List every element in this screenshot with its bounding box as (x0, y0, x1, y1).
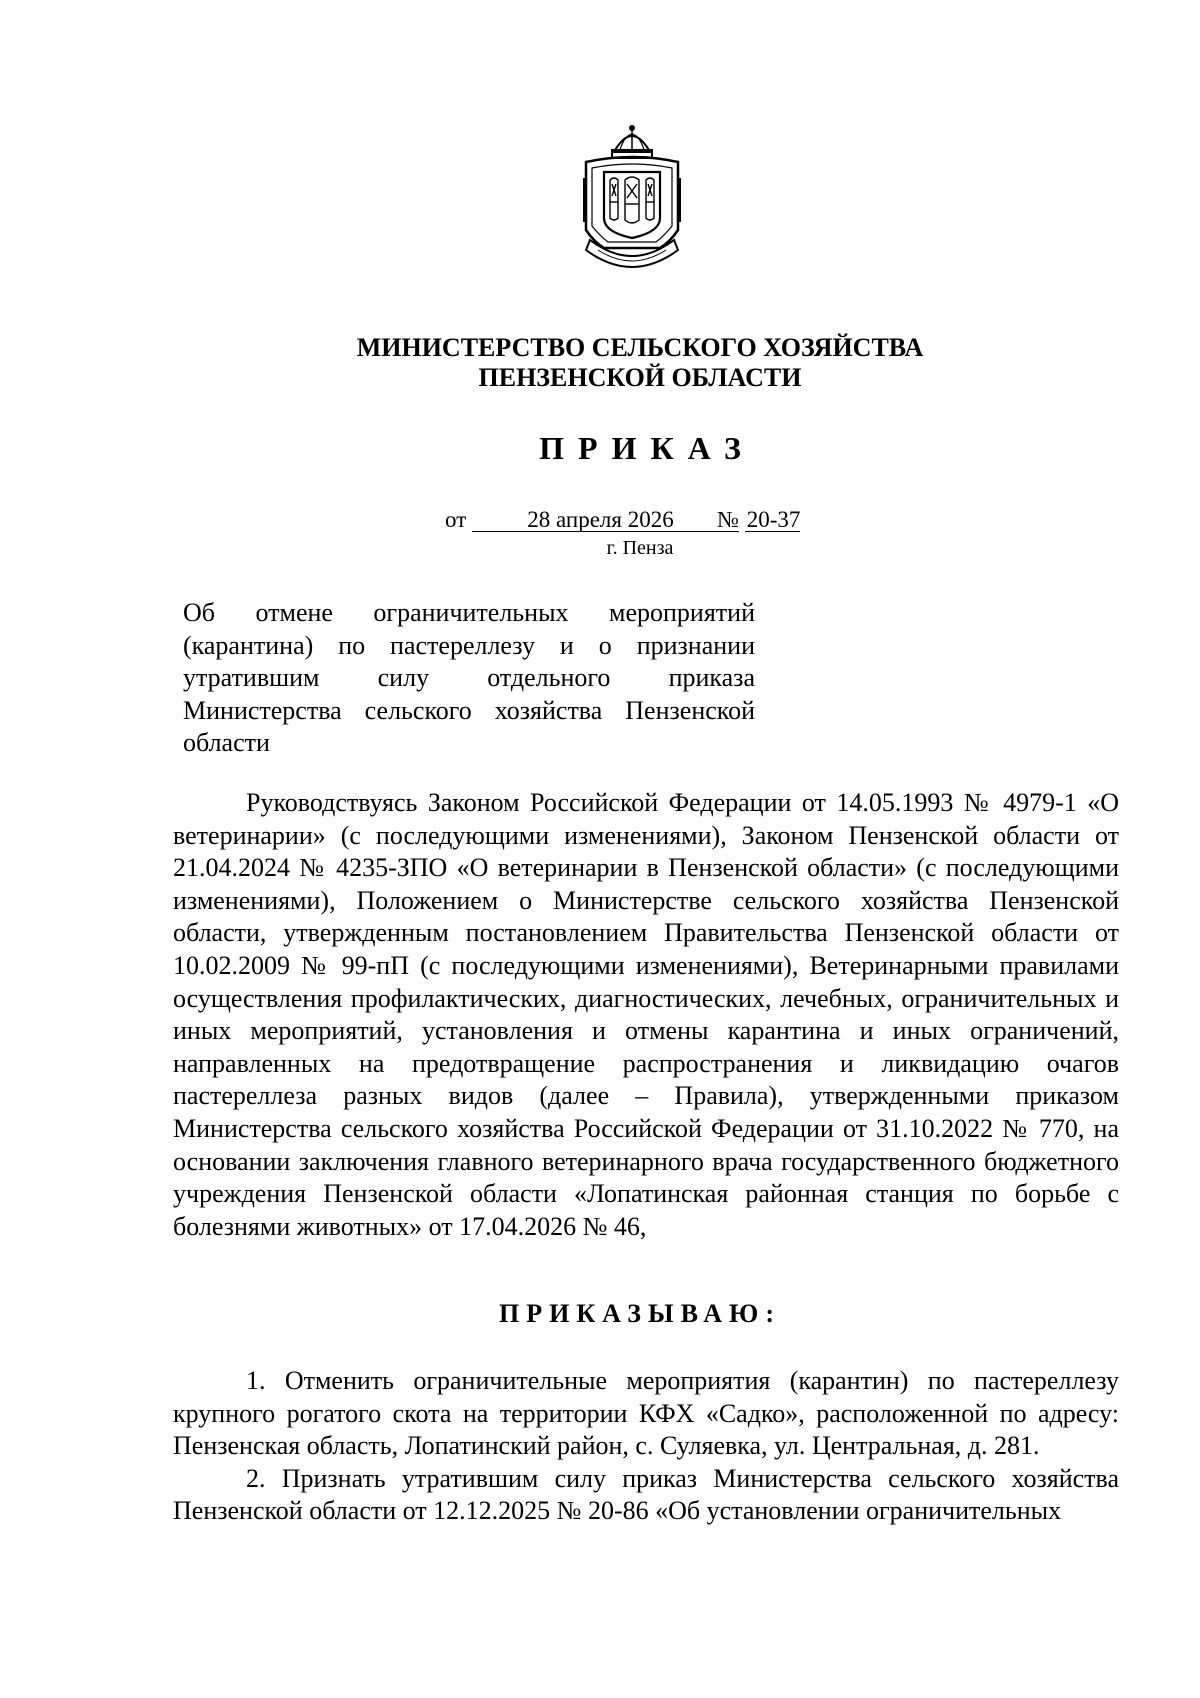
preamble-paragraph: Руководствуясь Законом Российской Федерации от 14.05.1993 № 4979-1 «О ветеринарии» (с последующими изменениями), Законом Пензенской области от 21.04.2024 № 4235-ЗПО «О ветеринарии в Пензенской области» (с последующими изменениями), Положением о Министерстве сельского хозяйства Пензенской области, утвержденным постановлением Правительства Пензенской области от 10.02.2009 № 99-пП (с последующими изменениями), Ветеринарными правилами осуществления профилактических, диагностических, лечебных, ограничительных и иных мероприятий, установления и отмены карантина и иных ограничений, направленных на предотвращение распространения и ликвидацию очагов пастереллеза разных видов (далее – Правила), утвержденными приказом Министерства сельского хозяйства Российской Федерации от 31.10.2022 № 770, на основании заключения главного ветеринарного врача государственного бюджетного учреждения Пензенской области «Лопатинская районная станция по борьбе с болезнями животных» от 17.04.2026 № 46, (173, 788, 1119, 1241)
document-type-title: ПРИКАЗ (539, 430, 755, 466)
ministry-name-line1: МИНИСТЕРСТВО СЕЛЬСКОГО ХОЗЯЙСТВА (356, 333, 924, 362)
document-subject: Об отмене ограничительных мероприятий (карантина) по пастереллезу и о признании утратившим силу отдельного приказа Министерства сельского хозяйства Пензенской области (183, 598, 755, 757)
document-date: 28 апреля 2026 (472, 509, 717, 532)
order-verb-heading: ПРИКАЗЫВАЮ: (499, 1299, 781, 1328)
ministry-name (180, 333, 1100, 393)
city-label: г. Пенза (606, 537, 674, 559)
number-prefix: № (717, 507, 739, 532)
order-items (173, 1365, 1119, 1528)
order-item: 2. Признать утратившим силу приказ Министерства сельского хозяйства Пензенской области от 12.12.2025 № 20-86 «Об установлении ограничительных (173, 1463, 1119, 1526)
date-number-line (445, 507, 800, 533)
ministry-name-line2: ПЕНЗЕНСКОЙ ОБЛАСТИ (478, 363, 802, 392)
date-prefix: от (445, 507, 467, 532)
penza-coat-of-arms-icon (580, 122, 684, 284)
order-item: 1. Отменить ограничительные мероприятия (карантин) по пастереллезу крупного рогатого скота на территории КФХ «Садко», расположенной по адресу: Пензенская область, Лопатинский район, с. Суляевка, ул. Центральная, д. 281. (173, 1366, 1119, 1461)
document-number: 20-37 (746, 507, 801, 532)
